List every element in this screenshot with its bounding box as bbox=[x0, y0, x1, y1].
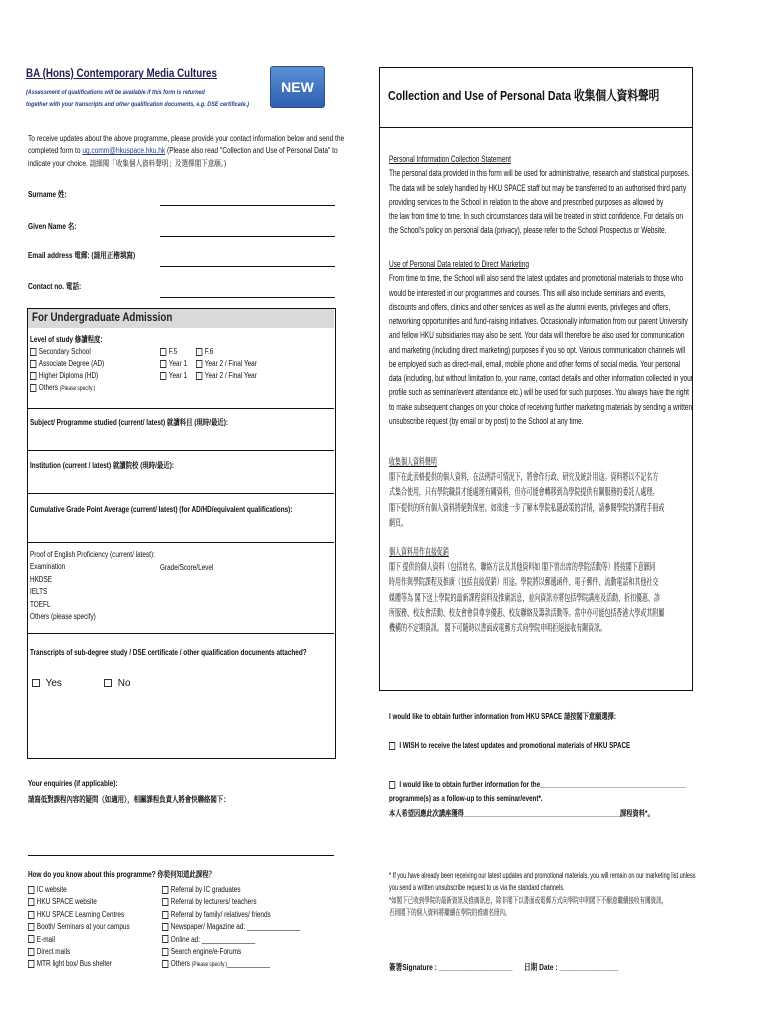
level-col3 bbox=[196, 346, 272, 382]
divider bbox=[28, 633, 334, 634]
checkbox[interactable] bbox=[162, 886, 168, 894]
given-name-field[interactable] bbox=[160, 236, 335, 237]
checkbox[interactable] bbox=[162, 948, 168, 956]
checkbox[interactable] bbox=[162, 935, 168, 943]
checkbox[interactable] bbox=[28, 886, 34, 894]
dm-section: Use of Personal Data related to Direct Marketing From time to time, the School will also send the latest updates and promotional materials to those who would be interested in our programmes and courses. This will also include seminars and events, discounts and offers, clinics and other services as well as the alumni events, privileges and offers, networking opportunities and fund-raising initiatives. Occasionally information from our parent University and fellow HKU subsidiaries may also be sent. Your data will therefore be also used for communication and marketing (including direct marketing) purposes if you so opt. Various communication channels will be employed such as direct-mail, email, mobile phone and other forms of social media. Your personal data (including, but without limitation to, your name, contact details and other information collected in your profile such as seminar/event attendance etc.) will be used for such purposes. You always have the right to make subsequent changes on your choice of receiving further marketing materials by sending a written unsubscribe request (by email or by post) to the School at any time. bbox=[389, 259, 693, 427]
checkbox[interactable] bbox=[160, 372, 166, 380]
new-badge: NEW bbox=[270, 66, 325, 108]
level-ad[interactable]: Associate Degree (AD) bbox=[30, 358, 104, 370]
checkbox[interactable] bbox=[104, 679, 112, 687]
checkbox[interactable] bbox=[30, 348, 36, 356]
checkbox[interactable] bbox=[162, 898, 168, 906]
option-learning-centres[interactable]: HKU SPACE Learning Centres bbox=[28, 909, 130, 921]
option-email[interactable]: E-mail bbox=[28, 934, 130, 946]
pics-section: Personal Information Collection Statement The personal data provided in this form will be used for administrative, research and statistical purposes. The data will be solely handled by HKU SPACE staff but may be transferred to an authorised third party providing services to the School in relation to the above and prescribed purposes as allowed by the law from time to time. In such circumstances data will be treated in strict confidence. For details on the School's policy on personal data (privacy), please refer to the School Prospectus or Website. bbox=[389, 154, 690, 237]
checkbox[interactable] bbox=[196, 372, 202, 380]
how-know-left bbox=[28, 884, 155, 971]
obtain-option[interactable]: I would like to obtain further information for the__________________________________________ programme(s) as a follow-up to this seminar/event*. 本人希望因應此次講座獲得_____________________________________________課程資料*。 bbox=[389, 780, 686, 818]
option-family[interactable]: Referral by family/ relatives/ friends bbox=[162, 909, 300, 921]
option-mtr[interactable]: MTR light box/ Bus shelter bbox=[28, 958, 130, 970]
level-others[interactable]: Others (Please specify:) bbox=[30, 382, 104, 394]
grade-label: Grade/Score/Level bbox=[160, 563, 214, 572]
contact-no-label: Contact no. 電話: bbox=[28, 282, 82, 291]
undergrad-heading: For Undergraduate Admission bbox=[28, 309, 334, 328]
checkbox[interactable] bbox=[389, 742, 395, 750]
divider bbox=[28, 408, 334, 409]
surname-label: Surname 姓: bbox=[28, 190, 67, 199]
option-ic-website[interactable]: IC website bbox=[28, 884, 130, 896]
checkbox[interactable] bbox=[28, 948, 34, 956]
option-newspaper[interactable]: Newspaper/ Magazine ad: _______________ bbox=[162, 921, 300, 933]
option-others[interactable]: Others (Please specify:)____________ bbox=[162, 958, 300, 970]
personal-data-title: Collection and Use of Personal Data 收集個人資料聲明 bbox=[388, 88, 660, 103]
institution-label: Institution (current / latest) 就讀院校 (現時/最近): bbox=[30, 461, 174, 470]
option-hd-year1[interactable]: Year 1 bbox=[160, 370, 187, 382]
divider bbox=[28, 493, 334, 494]
transcripts-yes[interactable]: Yes bbox=[32, 678, 62, 691]
surname-field[interactable] bbox=[160, 205, 335, 206]
checkbox[interactable] bbox=[28, 960, 34, 968]
checkbox[interactable] bbox=[28, 935, 34, 943]
gpa-label: Cumulative Grade Point Average (current/ latest) (for AD/HD/equivalent qualifications): bbox=[30, 505, 293, 514]
transcripts-no[interactable]: No bbox=[104, 678, 131, 691]
enquiries-field[interactable] bbox=[28, 855, 334, 856]
programme-title: BA (Hons) Contemporary Media Cultures bbox=[26, 66, 217, 80]
option-booth-seminars[interactable]: Booth/ Seminars at your campus bbox=[28, 921, 130, 933]
email-label: Email address 電郵: (請用正楷填寫) bbox=[28, 251, 136, 260]
checkbox[interactable] bbox=[30, 372, 36, 380]
checkbox[interactable] bbox=[162, 960, 168, 968]
option-online-ad[interactable]: Online ad: _______________ bbox=[162, 934, 300, 946]
option-hku-space-website[interactable]: HKU SPACE website bbox=[28, 896, 130, 908]
checkbox[interactable] bbox=[28, 911, 34, 919]
contact-no-field[interactable] bbox=[160, 297, 335, 298]
checkbox[interactable] bbox=[196, 360, 202, 368]
contact-email-link[interactable]: ug.comm@hkuspace.hku.hk bbox=[82, 146, 166, 156]
option-search-engine[interactable]: Search engine/e-Forums bbox=[162, 946, 300, 958]
how-know-question: How do you know about this programme? 你從何知道此課程？ bbox=[28, 870, 216, 879]
intro-text: To receive updates about the above programme, please provide your contact information below and send the completed form to ug.comm@hkuspace.hku.hk (Please also read "Collection and Use of Personal Data" to indicate your choice. 請細閱「收集個人資料聲明」及選擇閣下意願。) bbox=[28, 134, 345, 168]
assessment-note: (Assessment of qualifications will be available if this form is returned bbox=[26, 89, 205, 96]
subject-label: Subject/ Programme studied (current/ latest) 就讀科目 (現時/最近): bbox=[30, 418, 229, 427]
how-know-right bbox=[162, 884, 335, 971]
signature-field[interactable]: 簽署Signature : ____________________ bbox=[389, 962, 513, 972]
checkbox[interactable] bbox=[196, 348, 202, 356]
transcripts-question: Transcripts of sub-degree study / DSE certificate / other qualification documents attached? bbox=[30, 648, 307, 657]
checkbox[interactable] bbox=[162, 923, 168, 931]
divider bbox=[28, 450, 334, 451]
date-field[interactable]: 日期 Date : ________________ bbox=[524, 962, 619, 972]
checkbox[interactable] bbox=[162, 911, 168, 919]
further-info-label: I would like to obtain further information from HKU SPACE 請按閣下意願選擇: bbox=[389, 712, 616, 721]
checkbox[interactable] bbox=[389, 781, 395, 789]
footnote: * If you have already been receiving our latest updates and promotional materials, you will remain on our marketing list unless you send a written unsubscribe request to us via the standard channels. *如閣下已收到學院的最新資訊及推廣訊息，除非閣下以書面或電郵方式向學院申明閣下不願意繼續接收有關資訊， 否則閣下的個人資料將繼續在學院的推廣名冊內。 bbox=[389, 871, 696, 918]
email-field[interactable] bbox=[160, 266, 335, 267]
checkbox[interactable] bbox=[160, 348, 166, 356]
assessment-note-2: together with your transcripts and other qualification documents, e.g. DSE certificate.) bbox=[26, 101, 249, 108]
option-ad-year2[interactable]: Year 2 / Final Year bbox=[196, 358, 257, 370]
divider bbox=[28, 542, 334, 543]
option-lecturers[interactable]: Referral by lecturers/ teachers bbox=[162, 896, 300, 908]
level-secondary[interactable]: Secondary School bbox=[30, 346, 104, 358]
checkbox[interactable] bbox=[32, 679, 40, 687]
level-hd[interactable]: Higher Diploma (HD) bbox=[30, 370, 104, 382]
option-f5[interactable]: F.5 bbox=[160, 346, 187, 358]
level-of-study: Level of study 修讀程度: Secondary School Associate Degree (AD) Higher Diploma (HD) Others (Please specify:) bbox=[30, 335, 105, 392]
given-name-label: Given Name 名: bbox=[28, 222, 77, 231]
checkbox[interactable] bbox=[160, 360, 166, 368]
checkbox[interactable] bbox=[30, 360, 36, 368]
wish-option[interactable]: I WISH to receive the latest updates and promotional materials of HKU SPACE bbox=[389, 741, 698, 751]
zh-dm-section: 個人資料用作直接促銷 閣下 提供的個人資料（包括姓名、聯絡方法及其他資料如 閣下曾出席的學院活動等）將按閣下意願同 時用作與學院課程及推廣（包括直接促銷）用途。學院將以郵遞函件、電子郵件、流動電話和其他社交 媒體等為 閣下送上學院的最新課程資料及推廣訊息，並向資訊亦將包括學院講座及活動、折扣優惠、診 所服務、校友會活動、校友會會員尊享優惠、校友聯絡及籌款活動等。當中亦可能包括香港大學或其附屬 機構的不定期資訊。 閣下可隨時以書面或電郵方式向學院申明拒絕接收有關資訊。 bbox=[389, 547, 665, 634]
option-f6[interactable]: F.6 bbox=[196, 346, 257, 358]
checkbox[interactable] bbox=[28, 898, 34, 906]
option-ad-year1[interactable]: Year 1 bbox=[160, 358, 187, 370]
level-col2 bbox=[160, 346, 194, 382]
enquiries-label: Your enquiries (if applicable): 請寫低對課程內容的疑問（如適用），相關課程負責人將會快聯絡閣下： bbox=[28, 779, 230, 804]
option-direct-mails[interactable]: Direct mails bbox=[28, 946, 130, 958]
checkbox[interactable] bbox=[30, 384, 36, 392]
checkbox[interactable] bbox=[28, 923, 34, 931]
english-proficiency: Proof of English Proficiency (current/ latest): Examination HKDSE IELTS TOEFL Others (please specify) bbox=[30, 550, 155, 621]
option-ic-graduates[interactable]: Referral by IC graduates bbox=[162, 884, 300, 896]
zh-pics-section: 收集個人資料聲明 閣下在此表格提供的個人資料，在法例許可情況下，將會作行政、研究及統計用途。資料將以不記名方 式集合使用，只有學院職員才能處理有關資料，但亦可能會轉移到為學院提供有關服務的委託人處理。 閣下提供的所有個人資料將絕對保密。如欲進一步了解本學院私隱政策的詳情，請參閱學院的課程手冊或 網頁。 bbox=[389, 457, 665, 529]
option-hd-year2[interactable]: Year 2 / Final Year bbox=[196, 370, 257, 382]
